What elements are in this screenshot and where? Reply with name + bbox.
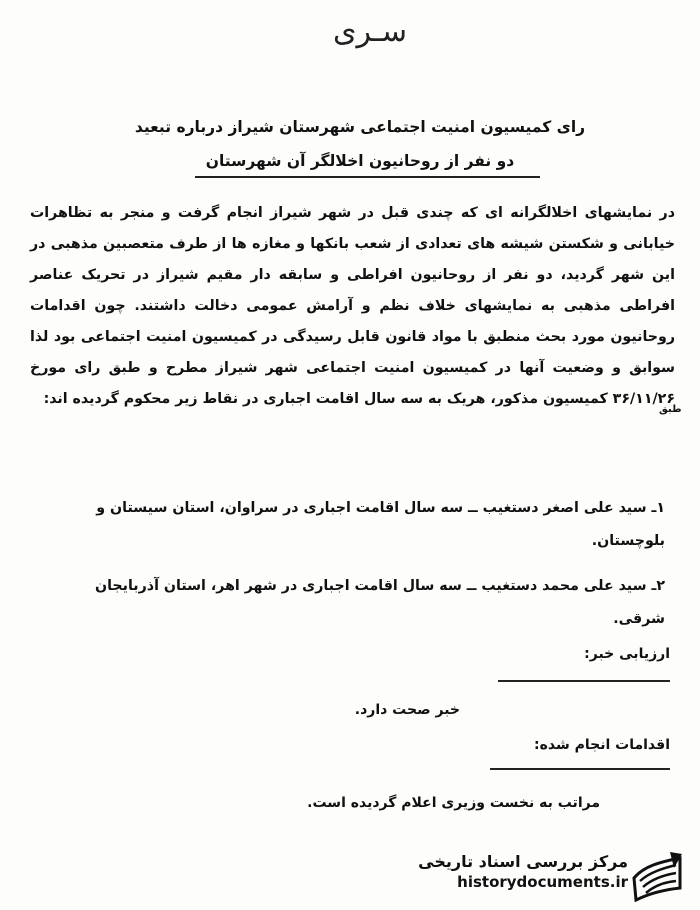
- actions-label: اقدامات انجام شده:: [534, 737, 670, 753]
- actions-underline: [490, 768, 670, 770]
- watermark: [400, 852, 628, 891]
- document-subtitle: دو نفر از روحانیون اخلالگر آن شهرستان: [205, 152, 515, 170]
- document-title: رای کمیسیون امنیت اجتماعی شهرستان شیراز درباره تبعید: [134, 118, 586, 136]
- evaluation-underline: [498, 680, 670, 682]
- secret-header-mark: سـری: [333, 14, 407, 49]
- evaluation-label: ارزیابی خبر:: [584, 646, 670, 662]
- watermark-title: مرکز بررسی اسناد تاریخی: [418, 852, 628, 871]
- closing-line: مراتب به نخست وزیری اعلام گردیده است.: [307, 795, 600, 811]
- watermark-url[interactable]: historydocuments.ir: [457, 873, 628, 891]
- list-item: ۱ـ سید علی اصغر دستغیب ــ سه سال اقامت اجباری در سراوان، استان سیستان و بلوچستان.: [96, 500, 665, 549]
- body-paragraph: در نمایشهای اخلالگرانه ای که چندی قبل در شهر شیراز انجام گرفت و منجر به تظاهرات خیابانی و شکستن شیشه های تعدادی از شعب بانکها و مغازه ها از طرف متعصبین مذهبی در این شهر گردید، دو نفر از روحانیون افراطی و سابقه دار مقیم شیراز در تحریک عناصر افراطی مذهبی به نمایشهای خلاف نظم و آرامش عمومی دخالت داشتند. چون اقدامات روحانیون مورد بحث منطبق با مواد قانون قابل رسیدگی در کمیسیون امنیت اجتماعی بود لذا سوابق و وضعیت آنها در کمیسیون امنیت اجتماعی شهر شیراز مطرح و طبق رای مورخ ۳۶/۱۱/۲۶ کمیسیون مذکور، هریک به سه سال اقامت اجباری در نقاط زیر محکوم گردیده اند:: [30, 205, 675, 407]
- margin-note: طبق: [659, 404, 682, 415]
- book-feather-logo-icon: [630, 848, 686, 902]
- news-status: خبر صحت دارد.: [354, 702, 460, 718]
- title-underline: [195, 176, 540, 178]
- list-item: ۲ـ سید علی محمد دستغیب ــ سه سال اقامت اجباری در شهر اهر، استان آذربایجان شرقی.: [94, 578, 665, 627]
